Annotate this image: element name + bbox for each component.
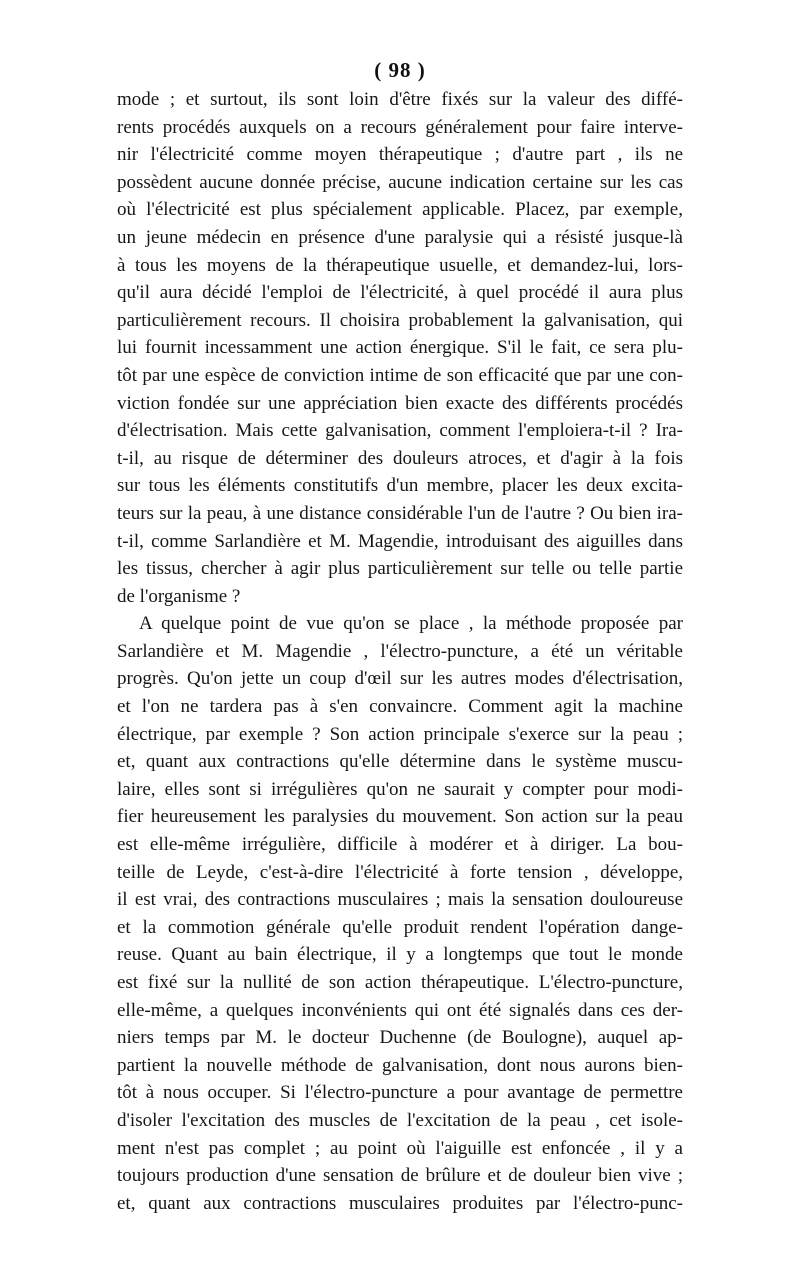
text-line: et, quant aux contractions musculaires produites par l'électro-punc- xyxy=(117,1192,683,1214)
text-line: progrès. Qu'on jette un coup d'œil sur les autres modes d'électrisation, xyxy=(117,668,683,690)
text-line: et, quant aux contractions qu'elle détermine dans le système muscu- xyxy=(117,751,683,773)
text-line: qu'il aura décidé l'emploi de l'électricité, à quel procédé il aura plus xyxy=(117,282,683,304)
text-line: sur tous les éléments constitutifs d'un membre, placer les deux excita- xyxy=(117,475,683,497)
text-line: Sarlandière et M. Magendie , l'électro-puncture, a été un véritable xyxy=(117,640,683,662)
text-line: un jeune médecin en présence d'une paralysie qui a résisté jusque-là xyxy=(117,226,683,248)
text-line: est fixé sur la nullité de son action thérapeutique. L'électro-puncture, xyxy=(117,972,683,993)
text-line: A quelque point de vue qu'on se place , la méthode proposée par xyxy=(139,613,683,635)
text-line: tôt à nous occuper. Si l'électro-puncture a pour avantage de permettre xyxy=(117,1082,683,1104)
text-line: possèdent aucune donnée précise, aucune indication certaine sur les cas xyxy=(117,171,683,193)
text-line: d'isoler l'excitation des muscles de l'excitation de la peau , cet isole- xyxy=(117,1109,683,1131)
text-line: toujours production d'une sensation de brûlure et de douleur bien vive ; xyxy=(117,1165,683,1187)
text-line: et l'on ne tardera pas à s'en convaincre. Comment agit la machine xyxy=(117,696,683,718)
text-line: d'électrisation. Mais cette galvanisation, comment l'emploiera-t-il ? Ira- xyxy=(117,420,683,442)
text-line: ment n'est pas complet ; au point où l'aiguille est enfoncée , il y a xyxy=(117,1137,683,1159)
text-line: rents procédés auxquels on a recours généralement pour faire interve- xyxy=(117,116,683,138)
body-text xyxy=(117,86,683,1217)
text-line: t-il, comme Sarlandière et M. Magendie, introduisant des aiguilles dans xyxy=(117,530,683,552)
page-number: ( 98 ) xyxy=(374,58,426,82)
text-line: à tous les moyens de la thérapeutique usuelle, et demandez-lui, lors- xyxy=(117,254,683,276)
text-line: est elle-même irrégulière, difficile à modérer et à diriger. La bou- xyxy=(117,834,683,856)
text-line: teurs sur la peau, à une distance considérable l'un de l'autre ? Ou bien ira- xyxy=(117,502,683,524)
text-line: fier heureusement les paralysies du mouvement. Son action sur la peau xyxy=(117,806,683,828)
text-line: niers temps par M. le docteur Duchenne (de Boulogne), auquel ap- xyxy=(117,1027,683,1049)
text-line: mode ; et surtout, ils sont loin d'être fixés sur la valeur des diffé- xyxy=(117,89,683,110)
text-line: tôt par une espèce de conviction intime de son efficacité que par une con- xyxy=(117,364,683,386)
text-line: les tissus, chercher à agir plus particulièrement sur telle ou telle partie xyxy=(117,558,683,580)
text-line: elle-même, a quelques inconvénients qui ont été signalés dans ces der- xyxy=(117,999,683,1021)
text-line: teille de Leyde, c'est-à-dire l'électricité à forte tension , développe, xyxy=(117,861,683,883)
text-line: lui fournit incessamment une action énergique. S'il le fait, ce sera plu- xyxy=(117,337,683,359)
text-line: t-il, au risque de déterminer des douleurs atroces, et d'agir à la fois xyxy=(117,447,683,469)
text-line: il est vrai, des contractions musculaires ; mais la sensation douloureuse xyxy=(117,889,683,911)
text-line: nir l'électricité comme moyen thérapeutique ; d'autre part , ils ne xyxy=(117,144,683,166)
text-line: partient la nouvelle méthode de galvanisation, dont nous aurons bien- xyxy=(117,1054,683,1076)
text-line: et la commotion générale qu'elle produit rendent l'opération dange- xyxy=(117,916,683,938)
text-line: de l'organisme ? xyxy=(117,585,241,607)
text-line: où l'électricité est plus spécialement applicable. Placez, par exemple, xyxy=(117,199,683,221)
text-line: laire, elles sont si irrégulières qu'on ne saurait y compter pour modi- xyxy=(117,778,683,800)
text-line: particulièrement recours. Il choisira probablement la galvanisation, qui xyxy=(117,309,683,331)
text-line: viction fondée sur une appréciation bien exacte des différents procédés xyxy=(117,392,683,414)
text-line: reuse. Quant au bain électrique, il y a longtemps que tout le monde xyxy=(117,944,683,966)
text-line: électrique, par exemple ? Son action principale s'exerce sur la peau ; xyxy=(117,723,683,745)
